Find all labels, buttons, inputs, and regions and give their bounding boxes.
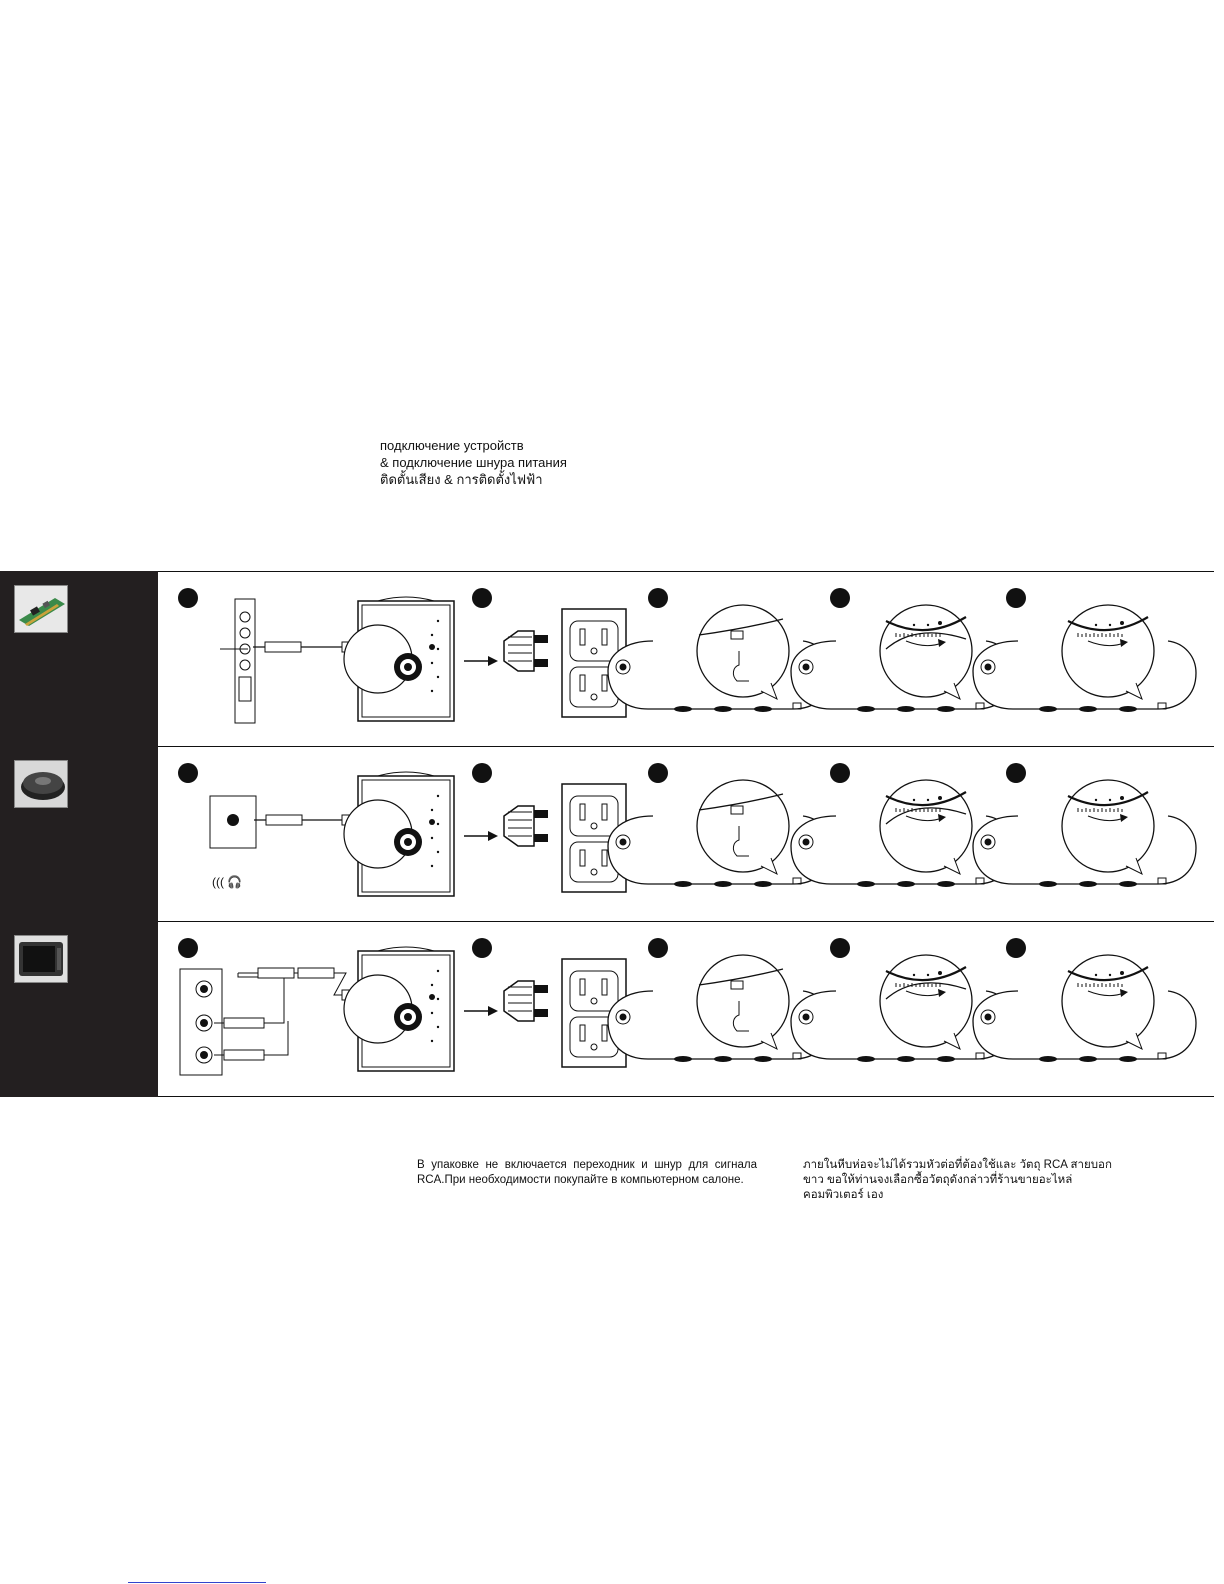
speaker-volume-step — [973, 780, 1196, 887]
connection-diagram — [158, 921, 1214, 1097]
power-plug-outlet — [504, 784, 626, 892]
step-number-marker — [830, 763, 850, 783]
pc-sound-card-icon — [14, 585, 68, 633]
step-number-marker — [472, 763, 492, 783]
connection-row-portable-player — [0, 746, 1214, 922]
step-number-marker — [472, 588, 492, 608]
step-number-marker — [648, 938, 668, 958]
heading-line-2: & подключение шнура питания — [380, 455, 567, 470]
row-sidebar — [0, 746, 158, 922]
speaker-volume-step — [973, 605, 1196, 712]
connection-diagram — [158, 571, 1214, 747]
step-number-marker — [178, 588, 198, 608]
connection-row-tv — [0, 921, 1214, 1097]
heading-line-1: подключение устройств — [380, 438, 524, 453]
power-plug-outlet — [504, 609, 626, 717]
television-icon — [14, 935, 68, 983]
step-number-marker — [472, 938, 492, 958]
step-number-marker — [830, 938, 850, 958]
headphone-jack-box — [210, 796, 256, 848]
subwoofer-rear-panel — [344, 772, 454, 896]
step-number-marker — [178, 938, 198, 958]
note-russian: В упаковке не включается переходник и шнур для сигнала RCA.При необходимости покупайте в компьютерном салоне. — [417, 1159, 757, 1186]
step-arrow — [464, 1006, 498, 1016]
subwoofer-rear-panel — [344, 597, 454, 721]
step-number-marker — [1006, 763, 1026, 783]
step-number-marker — [648, 763, 668, 783]
row-sidebar — [0, 571, 158, 747]
step-number-marker — [648, 588, 668, 608]
step-number-marker — [178, 763, 198, 783]
power-plug-outlet — [504, 959, 626, 1067]
step-arrow — [464, 831, 498, 841]
step-number-marker — [1006, 588, 1026, 608]
footer-rule — [128, 1582, 266, 1583]
page-heading — [380, 437, 567, 488]
heading-line-3: ติดตั้นเสียง & การติดตั้งไฟฟ้า — [380, 472, 543, 487]
connection-diagram — [158, 746, 1214, 922]
step-arrow — [464, 656, 498, 666]
step-number-marker — [1006, 938, 1026, 958]
sound-card-bracket — [220, 599, 255, 723]
step-number-marker — [830, 588, 850, 608]
connection-row-sound-card — [0, 571, 1214, 747]
subwoofer-rear-panel — [344, 947, 454, 1071]
note-thai: ภายในหีบห่อจะไม่ได้รวมหัวต่อที่ต้องใช้และ วัตถุ RCA สายบอก ขาว ขอให้ท่านจงเลือกซื้อวัตถุดังกล่าวที่ร้านขายอะไหล่คอมพิวเตอร์ เอง — [803, 1159, 1112, 1201]
speaker-volume-step — [973, 955, 1196, 1062]
row-sidebar — [0, 921, 158, 1097]
headphone-jack-symbol: ((( 🎧 — [212, 875, 243, 889]
cd-player-icon — [14, 760, 68, 808]
